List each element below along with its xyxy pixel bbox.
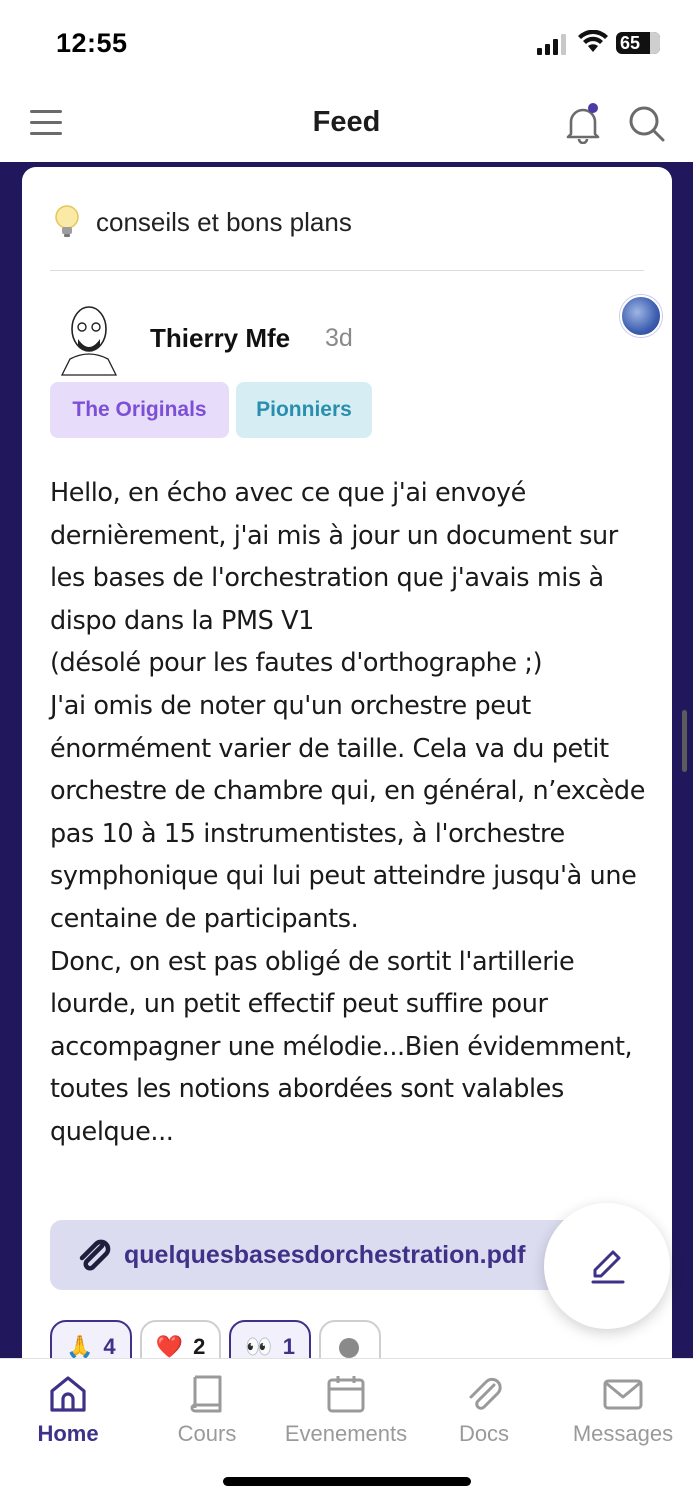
reaction-pray[interactable] xyxy=(50,1320,132,1358)
nav-home[interactable] xyxy=(0,1373,138,1455)
wifi-icon xyxy=(578,30,608,54)
add-reaction-icon xyxy=(335,1334,363,1358)
post-card[interactable] xyxy=(22,167,672,1358)
post-age: 3d xyxy=(325,324,353,352)
divider xyxy=(50,270,644,271)
home-indicator xyxy=(223,1477,471,1486)
tag-the-originals[interactable]: The Originals xyxy=(50,382,229,438)
home-icon xyxy=(47,1373,89,1415)
status-time: 12:55 xyxy=(56,28,128,58)
mail-icon xyxy=(602,1373,644,1415)
author-avatar[interactable] xyxy=(56,299,122,377)
add-reaction-button[interactable] xyxy=(319,1320,381,1358)
search-icon[interactable] xyxy=(627,104,665,142)
nav-home-label: Home xyxy=(37,1421,99,1446)
reaction-emoji: 👀 xyxy=(245,1334,273,1358)
reaction-count: 1 xyxy=(282,1334,295,1358)
author-name[interactable]: Thierry Mfe xyxy=(150,323,291,353)
status-bar xyxy=(0,0,693,90)
page-title: Feed xyxy=(312,106,381,138)
calendar-icon xyxy=(325,1373,367,1415)
cellular-signal-icon xyxy=(537,33,569,55)
reactions-bar xyxy=(50,1320,389,1358)
user-avatar[interactable] xyxy=(620,295,662,337)
reaction-count: 2 xyxy=(193,1334,206,1358)
nav-docs-label: Docs xyxy=(458,1421,510,1446)
battery-indicator xyxy=(616,32,660,54)
reaction-emoji: 🙏 xyxy=(66,1334,94,1358)
attachment-filename: quelquesbasesdorchestration.pdf xyxy=(124,1240,526,1269)
post-topic[interactable] xyxy=(54,205,352,239)
paperclip-icon xyxy=(74,1236,112,1274)
reaction-emoji: ❤️ xyxy=(155,1334,184,1358)
notification-bell-icon[interactable] xyxy=(563,102,603,144)
scroll-indicator[interactable] xyxy=(682,710,687,772)
post-body[interactable]: Hello, en écho avec ce que j'ai envoyé dernièrement, j'ai mis à jour un document sur les bases de l'orchestration que j'avais mis à dispo dans la PMS V1 (désolé pour les fautes d'orthographe ;) J'ai omis de noter qu'un orchestre peut énormément varier de taille. Cela va du petit orchestre de chambre qui, en général, n’excède pas 10 à 15 instrumentistes, à l'orchestre symphonique qui lui peut atteindre jusqu'à une centaine de participants. Donc, on est pas obligé de sortit l'artillerie lourde, un petit effectif peut suffire pour accompagner une mélodie...Bien évidemment, toutes les notions abordées sont valables quelque... xyxy=(50,478,645,1147)
lightbulb-icon xyxy=(54,205,80,239)
nav-cours-label: Cours xyxy=(177,1421,237,1446)
nav-messages-label: Messages xyxy=(572,1421,674,1446)
reaction-count: 4 xyxy=(103,1334,116,1358)
nav-messages[interactable] xyxy=(553,1373,693,1455)
nav-evenements[interactable] xyxy=(276,1373,416,1455)
nav-evenements-label: Evenements xyxy=(284,1421,408,1446)
paperclip-icon xyxy=(463,1373,505,1415)
reaction-eyes[interactable] xyxy=(229,1320,311,1358)
feed-area[interactable] xyxy=(0,162,693,1358)
nav-docs[interactable] xyxy=(414,1373,554,1455)
nav-cours[interactable] xyxy=(137,1373,277,1455)
pencil-icon xyxy=(587,1246,627,1286)
reaction-heart[interactable] xyxy=(140,1320,222,1358)
compose-post-button[interactable] xyxy=(544,1203,670,1329)
post-topic-label: conseils et bons plans xyxy=(96,206,352,237)
book-icon xyxy=(186,1373,228,1415)
bottom-navigation xyxy=(0,1358,693,1500)
tag-pionniers[interactable]: Pionniers xyxy=(236,382,372,438)
app-header xyxy=(0,90,693,162)
battery-level: 65 xyxy=(620,32,641,53)
